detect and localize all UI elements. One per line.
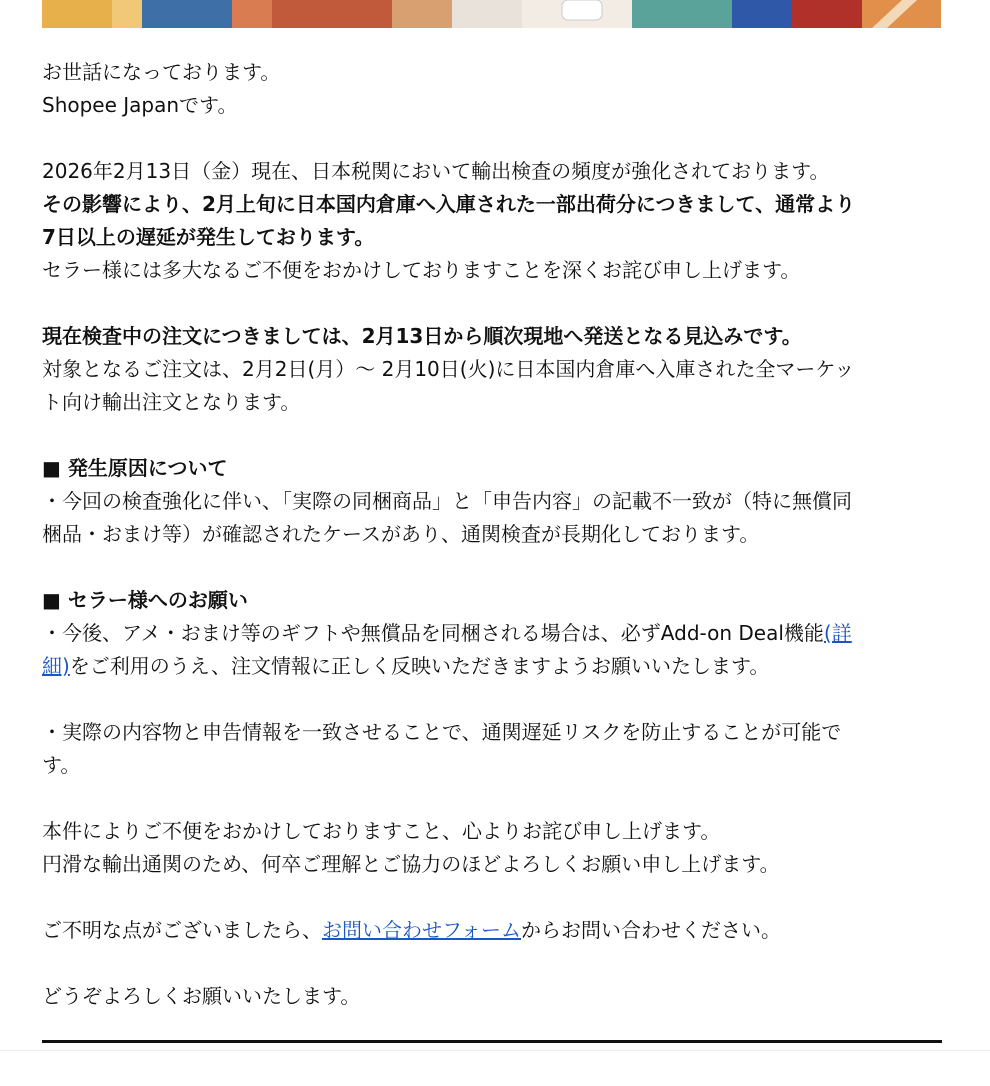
apology-text: セラー様には多大なるご不便をおかけしておりますことを深くお詫び申し上げます。 xyxy=(42,258,801,282)
shipping-estimate-bold: 現在検査中の注文につきましては、2月13日から順次現地へ発送となる見込みです。 xyxy=(42,324,802,348)
sender-text: Shopee Japanです。 xyxy=(42,93,238,117)
header-banner-image xyxy=(42,0,941,28)
banner-illustration xyxy=(42,0,941,28)
cause-heading: ■ 発生原因について xyxy=(42,456,228,480)
delay-notice-bold-line1: その影響により、2月上旬に日本国内倉庫へ入庫された一部出荷分につきまして、通常より xyxy=(42,192,856,216)
status-date-text: 2026年2月13日（金）現在、日本税関において輸出検査の頻度が強化されております。 xyxy=(42,159,830,183)
affected-orders-line1: 対象となるご注文は、2月2日(月）〜 2月10日(火)に日本国内倉庫へ入庫された全マーケッ xyxy=(42,357,855,381)
footer-faint-divider xyxy=(0,1050,990,1051)
closing-request-text: 円滑な輸出通関のため、何卒ご理解とご協力のほどよろしくお願い申し上げます。 xyxy=(42,852,780,876)
affected-orders-line2: ト向け輸出注文となります。 xyxy=(42,390,301,414)
cause-text-line2: 梱品・おまけ等）が確認されたケースがあり、通関検査が長期化しております。 xyxy=(42,522,760,546)
request-text-line1-body: ・今後、アメ・おまけ等のギフトや無償品を同梱される場合は、必ずAdd-on Deal機能 xyxy=(42,621,824,645)
add-on-deal-details-link[interactable]: (詳 xyxy=(823,621,852,645)
request-text-line2 xyxy=(42,650,942,683)
request-text-line1 xyxy=(42,617,942,650)
contact-text-pre: ご不明な点がございましたら、 xyxy=(42,918,322,942)
contact-form-link[interactable]: お問い合わせフォーム xyxy=(322,918,521,942)
request-point2-line2: す。 xyxy=(42,753,81,777)
contact-text xyxy=(42,914,942,947)
cause-text-line1: ・今回の検査強化に伴い、「実際の同梱商品」と「申告内容」の記載不一致が（特に無償同 xyxy=(42,489,852,513)
request-text-line2-body: をご利用のうえ、注文情報に正しく反映いただきますようお願いいたします。 xyxy=(69,654,770,678)
signoff-text: どうぞよろしくお願いいたします。 xyxy=(42,984,361,1008)
request-point2-line1: ・実際の内容物と申告情報を一致させることで、通関遅延リスクを防止することが可能で xyxy=(42,720,842,744)
footer-divider xyxy=(42,1040,942,1043)
greeting-text: お世話になっております。 xyxy=(42,60,281,84)
request-heading: ■ セラー様へのお願い xyxy=(42,588,248,612)
closing-apology-text: 本件によりご不便をおかけしておりますこと、心よりお詫び申し上げます。 xyxy=(42,819,721,843)
add-on-deal-details-link-cont[interactable]: 細) xyxy=(42,654,70,678)
delay-notice-bold-line2: 7日以上の遅延が発生しております。 xyxy=(42,225,375,249)
contact-text-post: からお問い合わせください。 xyxy=(521,918,781,942)
email-body xyxy=(42,56,942,1013)
